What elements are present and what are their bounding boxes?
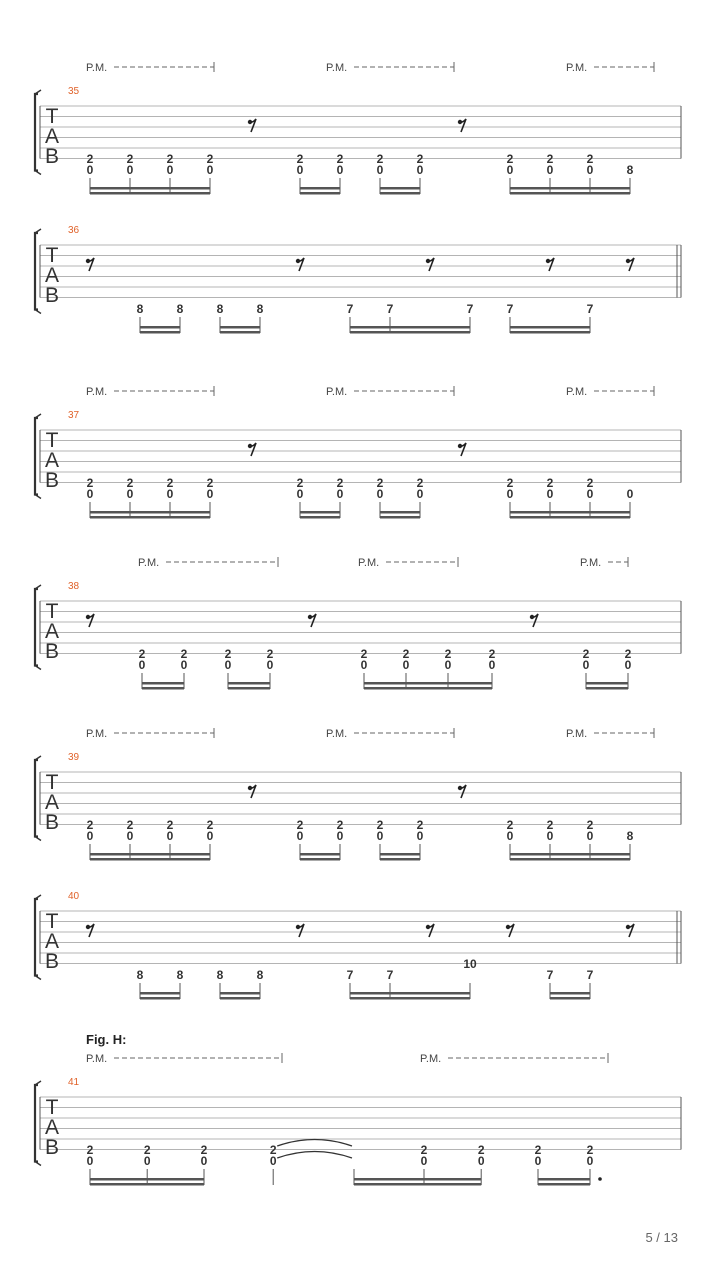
measure-number: 41 bbox=[68, 1077, 80, 1088]
fret-number: 0 bbox=[86, 1154, 94, 1168]
figure-label: Fig. H: bbox=[86, 1032, 127, 1047]
fret-number: 0 bbox=[416, 829, 424, 843]
fret-number: 8 bbox=[216, 302, 224, 316]
fret-number: 0 bbox=[444, 658, 452, 672]
beam bbox=[228, 682, 270, 685]
fret-number: 0 bbox=[336, 829, 344, 843]
beam bbox=[228, 687, 270, 690]
beam bbox=[350, 992, 470, 995]
fret-number: 0 bbox=[296, 163, 304, 177]
fret-number: 0 bbox=[488, 658, 496, 672]
fret-number: 2 bbox=[376, 152, 384, 166]
fret-number: 0 bbox=[477, 1154, 485, 1168]
tab-clef-letter: A bbox=[44, 620, 60, 643]
fret-number: 2 bbox=[166, 818, 174, 832]
page-number: 5 / 13 bbox=[645, 1230, 678, 1245]
beam bbox=[90, 187, 210, 190]
fret-number: 2 bbox=[86, 818, 94, 832]
tab-clef-letter: A bbox=[44, 449, 60, 472]
system-bracket bbox=[35, 418, 38, 495]
fret-number: 7 bbox=[506, 302, 514, 316]
beam bbox=[550, 997, 590, 1000]
beam bbox=[354, 1183, 481, 1186]
fret-number: 2 bbox=[477, 1143, 485, 1157]
fret-number: 0 bbox=[586, 163, 594, 177]
fret-number: 2 bbox=[546, 152, 554, 166]
palm-mute-label: P.M. bbox=[86, 386, 108, 398]
fret-number: 7 bbox=[586, 968, 594, 982]
tab-clef-letter: B bbox=[44, 145, 60, 168]
fret-number: 2 bbox=[224, 647, 232, 661]
fret-number: 2 bbox=[138, 647, 146, 661]
beam bbox=[586, 682, 628, 685]
system-bracket bbox=[35, 1085, 38, 1162]
fret-number: 0 bbox=[126, 487, 134, 501]
fret-number: 8 bbox=[256, 968, 264, 982]
fret-number: 0 bbox=[416, 163, 424, 177]
beam bbox=[510, 853, 630, 856]
fret-number: 0 bbox=[416, 487, 424, 501]
fret-number: 0 bbox=[534, 1154, 542, 1168]
fret-number: 2 bbox=[200, 1143, 208, 1157]
tab-clef-letter: B bbox=[44, 811, 60, 834]
beam bbox=[510, 516, 630, 519]
fret-number: 2 bbox=[296, 476, 304, 490]
beam bbox=[300, 516, 340, 519]
tab-clef-letter: A bbox=[44, 930, 60, 953]
tab-clef-letter: T bbox=[45, 429, 59, 452]
beam bbox=[364, 687, 492, 690]
fret-number: 8 bbox=[176, 968, 184, 982]
fret-number: 2 bbox=[546, 476, 554, 490]
beam bbox=[350, 331, 470, 334]
fret-number: 2 bbox=[586, 476, 594, 490]
fret-number: 0 bbox=[376, 163, 384, 177]
fret-number: 0 bbox=[166, 487, 174, 501]
beam bbox=[140, 992, 180, 995]
measure-number: 36 bbox=[68, 225, 80, 236]
fret-number: 0 bbox=[143, 1154, 151, 1168]
fret-number: 2 bbox=[336, 152, 344, 166]
fret-number: 0 bbox=[206, 487, 214, 501]
fret-number: 7 bbox=[386, 968, 394, 982]
beam bbox=[380, 511, 420, 514]
fret-number: 0 bbox=[86, 829, 94, 843]
fret-number: 8 bbox=[256, 302, 264, 316]
fret-number: 10 bbox=[463, 957, 477, 971]
beam bbox=[538, 1178, 590, 1181]
fret-number: 0 bbox=[206, 829, 214, 843]
fret-number: 2 bbox=[582, 647, 590, 661]
system-bracket bbox=[35, 94, 38, 171]
fret-number: 2 bbox=[126, 818, 134, 832]
fret-number: 0 bbox=[86, 163, 94, 177]
fret-number: 0 bbox=[626, 487, 634, 501]
beam bbox=[380, 516, 420, 519]
dotted-note-dot bbox=[598, 1177, 602, 1181]
fret-number: 7 bbox=[346, 968, 354, 982]
fret-number: 0 bbox=[166, 829, 174, 843]
fret-number: 0 bbox=[506, 829, 514, 843]
fret-number: 2 bbox=[166, 152, 174, 166]
beam bbox=[350, 326, 470, 329]
beam bbox=[300, 187, 340, 190]
beam bbox=[510, 187, 630, 190]
fret-number: 2 bbox=[206, 476, 214, 490]
fret-number: 2 bbox=[266, 647, 274, 661]
fret-number: 0 bbox=[546, 487, 554, 501]
tab-clef-letter: B bbox=[44, 1136, 60, 1159]
fret-number: 0 bbox=[586, 829, 594, 843]
beam bbox=[510, 192, 630, 195]
beam bbox=[300, 858, 340, 861]
fret-number: 2 bbox=[86, 476, 94, 490]
tab-clef-letter: A bbox=[44, 791, 60, 814]
palm-mute-label: P.M. bbox=[566, 728, 588, 740]
tab-clef-letter: T bbox=[45, 600, 59, 623]
palm-mute-label: P.M. bbox=[86, 1053, 108, 1065]
fret-number: 2 bbox=[206, 152, 214, 166]
beam bbox=[140, 331, 180, 334]
beam bbox=[90, 1183, 204, 1186]
system-bracket bbox=[35, 233, 38, 310]
fret-number: 0 bbox=[336, 163, 344, 177]
fret-number: 0 bbox=[296, 487, 304, 501]
beam bbox=[380, 853, 420, 856]
palm-mute-label: P.M. bbox=[326, 62, 348, 74]
fret-number: 7 bbox=[386, 302, 394, 316]
beam bbox=[220, 992, 260, 995]
beam bbox=[300, 853, 340, 856]
palm-mute-label: P.M. bbox=[326, 386, 348, 398]
fret-number: 2 bbox=[416, 476, 424, 490]
fret-number: 0 bbox=[546, 829, 554, 843]
fret-number: 2 bbox=[166, 476, 174, 490]
beam bbox=[90, 192, 210, 195]
fret-number: 0 bbox=[166, 163, 174, 177]
fret-number: 2 bbox=[534, 1143, 542, 1157]
tab-clef-letter: A bbox=[44, 125, 60, 148]
fret-number: 2 bbox=[416, 152, 424, 166]
fret-number: 0 bbox=[269, 1154, 277, 1168]
beam bbox=[90, 516, 210, 519]
tab-clef-letter: T bbox=[45, 1096, 59, 1119]
fret-number: 0 bbox=[86, 487, 94, 501]
beam bbox=[380, 187, 420, 190]
fret-number: 0 bbox=[360, 658, 368, 672]
fret-number: 2 bbox=[143, 1143, 151, 1157]
fret-number: 2 bbox=[624, 647, 632, 661]
fret-number: 2 bbox=[506, 476, 514, 490]
tab-clef-letter: A bbox=[44, 1116, 60, 1139]
fret-number: 7 bbox=[466, 302, 474, 316]
tie-arc bbox=[277, 1152, 352, 1159]
beam bbox=[90, 853, 210, 856]
fret-number: 0 bbox=[402, 658, 410, 672]
fret-number: 0 bbox=[200, 1154, 208, 1168]
fret-number: 2 bbox=[206, 818, 214, 832]
fret-number: 2 bbox=[376, 476, 384, 490]
fret-number: 2 bbox=[360, 647, 368, 661]
fret-number: 0 bbox=[582, 658, 590, 672]
fret-number: 0 bbox=[546, 163, 554, 177]
palm-mute-label: P.M. bbox=[138, 557, 160, 569]
beam bbox=[220, 997, 260, 1000]
beam bbox=[220, 326, 260, 329]
measure-number: 40 bbox=[68, 891, 80, 902]
fret-number: 2 bbox=[86, 152, 94, 166]
tab-clef-letter: B bbox=[44, 950, 60, 973]
fret-number: 2 bbox=[86, 1143, 94, 1157]
fret-number: 0 bbox=[586, 487, 594, 501]
fret-number: 2 bbox=[180, 647, 188, 661]
tab-clef-letter: B bbox=[44, 640, 60, 663]
fret-number: 0 bbox=[506, 487, 514, 501]
fret-number: 2 bbox=[376, 818, 384, 832]
fret-number: 0 bbox=[376, 487, 384, 501]
fret-number: 2 bbox=[488, 647, 496, 661]
fret-number: 0 bbox=[126, 163, 134, 177]
fret-number: 2 bbox=[586, 1143, 594, 1157]
tab-clef-letter: B bbox=[44, 469, 60, 492]
measure-number: 39 bbox=[68, 752, 80, 763]
beam bbox=[510, 858, 630, 861]
palm-mute-label: P.M. bbox=[420, 1053, 442, 1065]
beam bbox=[140, 326, 180, 329]
beam bbox=[380, 858, 420, 861]
beam bbox=[364, 682, 492, 685]
palm-mute-label: P.M. bbox=[86, 62, 108, 74]
fret-number: 8 bbox=[216, 968, 224, 982]
fret-number: 8 bbox=[136, 968, 144, 982]
system-bracket bbox=[35, 760, 38, 837]
system-bracket bbox=[35, 589, 38, 666]
fret-number: 0 bbox=[376, 829, 384, 843]
fret-number: 0 bbox=[624, 658, 632, 672]
fret-number: 2 bbox=[402, 647, 410, 661]
beam bbox=[550, 992, 590, 995]
beam bbox=[510, 326, 590, 329]
fret-number: 0 bbox=[296, 829, 304, 843]
fret-number: 0 bbox=[180, 658, 188, 672]
tie-arc bbox=[277, 1140, 352, 1147]
measure-number: 37 bbox=[68, 410, 80, 421]
fret-number: 0 bbox=[224, 658, 232, 672]
beam bbox=[142, 682, 184, 685]
fret-number: 0 bbox=[266, 658, 274, 672]
fret-number: 2 bbox=[126, 152, 134, 166]
fret-number: 0 bbox=[126, 829, 134, 843]
palm-mute-label: P.M. bbox=[566, 386, 588, 398]
beam bbox=[538, 1183, 590, 1186]
tab-clef-letter: B bbox=[44, 284, 60, 307]
fret-number: 2 bbox=[506, 818, 514, 832]
palm-mute-label: P.M. bbox=[580, 557, 602, 569]
fret-number: 0 bbox=[336, 487, 344, 501]
fret-number: 2 bbox=[506, 152, 514, 166]
fret-number: 8 bbox=[136, 302, 144, 316]
fret-number: 0 bbox=[506, 163, 514, 177]
fret-number: 8 bbox=[176, 302, 184, 316]
fret-number: 2 bbox=[269, 1143, 277, 1157]
fret-number: 2 bbox=[416, 818, 424, 832]
fret-number: 2 bbox=[126, 476, 134, 490]
tab-clef-letter: T bbox=[45, 771, 59, 794]
beam bbox=[380, 192, 420, 195]
tab-clef-letter: T bbox=[45, 105, 59, 128]
fret-number: 2 bbox=[444, 647, 452, 661]
fret-number: 7 bbox=[586, 302, 594, 316]
fret-number: 7 bbox=[346, 302, 354, 316]
beam bbox=[220, 331, 260, 334]
fret-number: 2 bbox=[296, 818, 304, 832]
beam bbox=[510, 331, 590, 334]
fret-number: 2 bbox=[586, 818, 594, 832]
palm-mute-label: P.M. bbox=[86, 728, 108, 740]
fret-number: 2 bbox=[336, 476, 344, 490]
system-bracket bbox=[35, 899, 38, 976]
tab-clef-letter: T bbox=[45, 910, 59, 933]
beam bbox=[300, 192, 340, 195]
palm-mute-label: P.M. bbox=[566, 62, 588, 74]
beam bbox=[142, 687, 184, 690]
tab-clef-letter: T bbox=[45, 244, 59, 267]
beam bbox=[586, 687, 628, 690]
beam bbox=[90, 1178, 204, 1181]
fret-number: 2 bbox=[586, 152, 594, 166]
beam bbox=[354, 1178, 481, 1181]
fret-number: 7 bbox=[546, 968, 554, 982]
palm-mute-label: P.M. bbox=[358, 557, 380, 569]
beam bbox=[90, 511, 210, 514]
beam bbox=[90, 858, 210, 861]
tab-clef-letter: A bbox=[44, 264, 60, 287]
fret-number: 0 bbox=[138, 658, 146, 672]
measure-number: 38 bbox=[68, 581, 80, 592]
fret-number: 2 bbox=[546, 818, 554, 832]
palm-mute-label: P.M. bbox=[326, 728, 348, 740]
fret-number: 0 bbox=[206, 163, 214, 177]
fret-number: 8 bbox=[626, 829, 634, 843]
fret-number: 8 bbox=[626, 163, 634, 177]
measure-number: 35 bbox=[68, 86, 80, 97]
fret-number: 0 bbox=[420, 1154, 428, 1168]
beam bbox=[140, 997, 180, 1000]
fret-number: 2 bbox=[420, 1143, 428, 1157]
beam bbox=[350, 997, 470, 1000]
fret-number: 0 bbox=[586, 1154, 594, 1168]
beam bbox=[510, 511, 630, 514]
fret-number: 2 bbox=[296, 152, 304, 166]
beam bbox=[300, 511, 340, 514]
fret-number: 2 bbox=[336, 818, 344, 832]
